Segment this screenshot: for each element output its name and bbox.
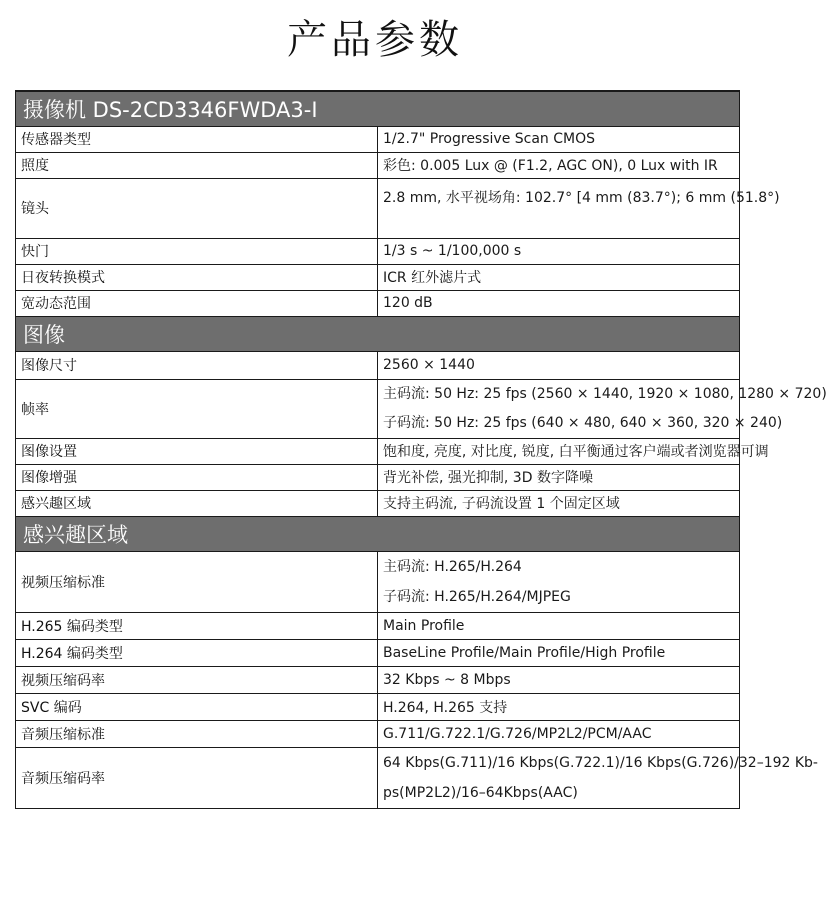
row-value: H.264, H.265 支持 <box>378 693 740 720</box>
row-value: 1/3 s ~ 1/100,000 s <box>378 238 740 264</box>
row-value: 背光补偿, 强光抑制, 3D 数字降噪 <box>378 464 740 490</box>
section-title: 图像 <box>16 316 740 351</box>
table-row <box>16 178 740 238</box>
row-value: 120 dB <box>378 290 740 316</box>
row-key: 感兴趣区域 <box>16 490 378 516</box>
section-header-camera <box>16 91 740 126</box>
table-row <box>16 639 740 666</box>
section-title: 摄像机 DS-2CD3346FWDA3-I <box>16 91 740 126</box>
row-value: 2.8 mm, 水平视场角: 102.7° [4 mm (83.7°); 6 mm (51.8°) <box>378 178 740 238</box>
row-key: 图像设置 <box>16 438 378 464</box>
page-title: 产品参数 <box>287 17 463 63</box>
row-value: G.711/G.722.1/G.726/MP2L2/PCM/AAC <box>378 720 740 747</box>
row-key: 音频压缩码率 <box>16 747 378 808</box>
row-key: 日夜转换模式 <box>16 264 378 290</box>
table-row <box>16 379 740 438</box>
table-row <box>16 290 740 316</box>
table-row <box>16 152 740 178</box>
table-row <box>16 720 740 747</box>
row-value <box>378 747 818 808</box>
row-value: BaseLine Profile/Main Profile/High Profile <box>378 639 740 666</box>
row-value: 1/2.7" Progressive Scan CMOS <box>378 126 740 152</box>
value-line: 子码流: H.265/H.264/MJPEG <box>383 588 571 605</box>
value-line: 子码流: 50 Hz: 25 fps (640 × 480, 640 × 360, 320 × 240) <box>383 414 783 431</box>
section-header-image <box>16 316 740 351</box>
row-value <box>378 551 740 612</box>
table-row <box>16 490 740 516</box>
spec-table <box>15 90 827 809</box>
table-row <box>16 464 740 490</box>
row-key: 图像增强 <box>16 464 378 490</box>
row-key: H.264 编码类型 <box>16 639 378 666</box>
table-row <box>16 238 740 264</box>
row-value: 32 Kbps ~ 8 Mbps <box>378 666 740 693</box>
value-line: 主码流: 50 Hz: 25 fps (2560 × 1440, 1920 × 1080, 1280 × 720) <box>383 385 827 402</box>
row-key: 图像尺寸 <box>16 351 378 379</box>
row-key: 视频压缩码率 <box>16 666 378 693</box>
row-key: 音频压缩标准 <box>16 720 378 747</box>
table-row <box>16 612 740 639</box>
value-line: 64 Kbps(G.711)/16 Kbps(G.722.1)/16 Kbps(G.726)/32–192 Kb- <box>383 754 818 771</box>
row-key: 帧率 <box>16 379 378 438</box>
row-value <box>378 379 827 438</box>
row-value: Main Profile <box>378 612 740 639</box>
row-value: 2560 × 1440 <box>378 351 740 379</box>
table-row <box>16 693 740 720</box>
section-title: 感兴趣区域 <box>16 516 740 551</box>
row-value: 彩色: 0.005 Lux @ (F1.2, AGC ON), 0 Lux with IR <box>378 152 740 178</box>
row-key: SVC 编码 <box>16 693 378 720</box>
table-row <box>16 747 740 808</box>
row-key: 视频压缩标准 <box>16 551 378 612</box>
row-value: 饱和度, 亮度, 对比度, 锐度, 白平衡通过客户端或者浏览器可调 <box>378 438 740 464</box>
section-header-roi <box>16 516 740 551</box>
row-key: 快门 <box>16 238 378 264</box>
table-row <box>16 551 740 612</box>
value-line: 主码流: H.265/H.264 <box>383 558 522 575</box>
table-row <box>16 264 740 290</box>
table-row <box>16 351 740 379</box>
table-row <box>16 666 740 693</box>
row-value: ICR 红外滤片式 <box>378 264 740 290</box>
value-line: ps(MP2L2)/16–64Kbps(AAC) <box>383 784 578 801</box>
row-key: 传感器类型 <box>16 126 378 152</box>
row-key: H.265 编码类型 <box>16 612 378 639</box>
table-row <box>16 438 740 464</box>
row-key: 宽动态范围 <box>16 290 378 316</box>
row-key: 照度 <box>16 152 378 178</box>
row-value: 支持主码流, 子码流设置 1 个固定区域 <box>378 490 740 516</box>
table-row <box>16 126 740 152</box>
row-key: 镜头 <box>16 178 378 238</box>
